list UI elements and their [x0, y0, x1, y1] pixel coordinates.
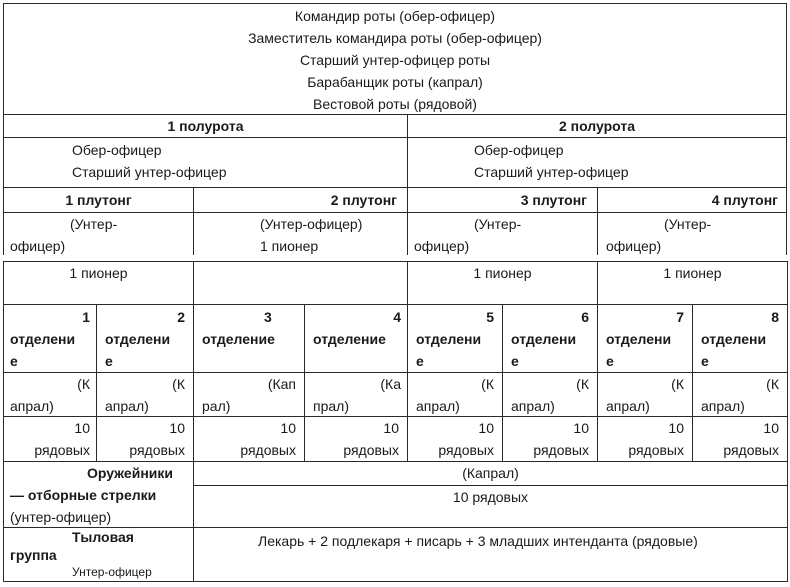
privates-count: 10: [763, 420, 779, 436]
staff-line: Обер-офицер: [72, 142, 162, 158]
section-number: 8: [771, 309, 779, 325]
header-line: Заместитель командира роты (обер-офицер): [248, 30, 542, 46]
corporal-text: (К: [766, 376, 779, 392]
platoon-3-pioneer: [407, 261, 598, 305]
section-label-wrap: е: [606, 353, 614, 369]
half-company-2-staff: [407, 137, 787, 188]
gunsmiths-subtitle: — отборные стрелки: [10, 487, 157, 503]
privates-count: 10: [478, 420, 494, 436]
rear-group-composition-cell: [193, 527, 788, 582]
corporal-text: (К: [671, 376, 684, 392]
section-3-corporal: [193, 372, 305, 417]
section-label-wrap: е: [105, 353, 113, 369]
platoon-1-nco: [3, 212, 194, 255]
platoon-2-nco: [193, 212, 408, 255]
section-7-privates: [597, 416, 693, 462]
section-6-header: [502, 304, 598, 373]
section-number: 4: [393, 309, 401, 325]
privates-label: рядовых: [723, 442, 779, 458]
corporal-text: (Ка: [380, 376, 401, 392]
nco-line: (Унтер-: [664, 216, 712, 232]
nco-line: (Унтер-офицер): [260, 216, 363, 232]
section-label: отделение: [313, 331, 386, 347]
header-line: Старший унтер-офицер роты: [299, 52, 491, 68]
pioneer-line: 1 пионер: [260, 238, 319, 254]
section-label: отделени: [701, 331, 767, 347]
platoon-4-pioneer: [597, 261, 788, 305]
platoon-4-nco: [597, 212, 787, 255]
gunsmiths-corporal: (Капрал): [462, 465, 519, 481]
nco-line: (Унтер-: [474, 216, 522, 232]
section-3-privates: [193, 416, 305, 462]
privates-count: 10: [169, 420, 185, 436]
rear-group-composition: Лекарь + 2 подлекаря + писарь + 3 младших интенданта (рядовые): [258, 533, 698, 549]
half-company-1-title: [3, 114, 408, 138]
gunsmiths-privates-cell: [193, 485, 788, 528]
platoon-1-pioneer: [3, 261, 194, 305]
privates-count: 10: [668, 420, 684, 436]
half-company-title-text: 2 полурота: [558, 118, 636, 134]
corporal-text: рал): [202, 398, 231, 414]
privates-label: рядовых: [628, 442, 684, 458]
section-number: 3: [264, 309, 272, 325]
nco-line: офицер): [10, 238, 66, 254]
half-company-1-staff: [3, 137, 408, 188]
section-2-privates: [96, 416, 194, 462]
privates-label: рядовых: [129, 442, 185, 458]
privates-count: 10: [573, 420, 589, 436]
privates-label: рядовых: [343, 442, 399, 458]
half-company-2-title: [407, 114, 787, 138]
section-label: отделени: [511, 331, 577, 347]
section-3-header: [193, 304, 305, 373]
gunsmiths-privates: 10 рядовых: [452, 489, 529, 505]
section-1-header: [3, 304, 97, 373]
section-label: отделени: [10, 331, 76, 347]
platoon-2-pioneer: [193, 261, 408, 305]
section-5-corporal: [407, 372, 503, 417]
platoon-title-text: 1 плутонг: [65, 192, 132, 208]
section-1-corporal: [3, 372, 97, 417]
section-label-wrap: е: [511, 353, 519, 369]
privates-count: 10: [74, 420, 90, 436]
corporal-text: (К: [77, 376, 90, 392]
staff-line: Обер-офицер: [474, 142, 564, 158]
pioneer-text: 1 пионер: [473, 265, 532, 281]
platoon-title-text: 4 плутонг: [711, 192, 778, 208]
corporal-text: апрал): [10, 398, 54, 414]
section-7-header: [597, 304, 693, 373]
corporal-text: апрал): [416, 398, 460, 414]
section-4-privates: [304, 416, 408, 462]
nco-line: офицер): [414, 238, 470, 254]
section-8-header: [692, 304, 788, 373]
platoon-3-nco: [407, 212, 598, 255]
section-2-corporal: [96, 372, 194, 417]
section-6-privates: [502, 416, 598, 462]
staff-line: Старший унтер-офицер: [474, 164, 629, 180]
gunsmiths-rank: (унтер-офицер): [10, 509, 112, 525]
platoon-title-text: 3 плутонг: [520, 192, 587, 208]
section-label: отделени: [416, 331, 482, 347]
corporal-text: (К: [172, 376, 185, 392]
section-8-corporal: [692, 372, 788, 417]
section-number: 6: [581, 309, 589, 325]
section-number: 2: [177, 309, 185, 325]
section-1-privates: [3, 416, 97, 462]
header-line: Барабанщик роты (капрал): [307, 74, 483, 90]
section-number: 7: [676, 309, 684, 325]
corporal-text: апрал): [511, 398, 555, 414]
rear-group-rank: Унтер-офицер: [72, 565, 152, 579]
platoon-2-title: [193, 187, 408, 213]
privates-count: 10: [280, 420, 296, 436]
rear-group-title: Тыловая: [72, 529, 134, 545]
section-label: отделени: [606, 331, 672, 347]
corporal-text: апрал): [606, 398, 650, 414]
platoon-4-title: [597, 187, 787, 213]
nco-line: офицер): [606, 238, 662, 254]
header-line: Командир роты (обер-офицер): [294, 8, 496, 24]
section-2-header: [96, 304, 194, 373]
section-5-privates: [407, 416, 503, 462]
section-label-wrap: е: [416, 353, 424, 369]
section-label-wrap: е: [10, 353, 18, 369]
gunsmiths-label-cell: [3, 461, 194, 528]
gunsmiths-corporal-cell: [193, 461, 788, 486]
section-4-corporal: [304, 372, 408, 417]
section-label: отделени: [105, 331, 171, 347]
gunsmiths-title: Оружейники: [86, 465, 173, 481]
section-7-corporal: [597, 372, 693, 417]
privates-label: рядовых: [34, 442, 90, 458]
corporal-text: апрал): [105, 398, 149, 414]
header-line: Вестовой роты (рядовой): [313, 96, 477, 112]
section-number: 5: [486, 309, 494, 325]
section-4-header: [304, 304, 408, 373]
section-label-wrap: е: [701, 353, 709, 369]
corporal-text: прал): [313, 398, 349, 414]
corporal-text: (Кап: [267, 376, 296, 392]
rear-group-label-cell: [3, 527, 194, 582]
privates-count: 10: [383, 420, 399, 436]
pioneer-text: 1 пионер: [69, 265, 128, 281]
staff-line: Старший унтер-офицер: [72, 164, 227, 180]
corporal-text: апрал): [701, 398, 745, 414]
corporal-text: (К: [576, 376, 589, 392]
section-number: 1: [82, 309, 90, 325]
section-label: отделение: [202, 331, 275, 347]
half-company-title-text: 1 полурота: [167, 118, 244, 134]
platoon-3-title: [407, 187, 598, 213]
privates-label: рядовых: [240, 442, 296, 458]
corporal-text: (К: [481, 376, 494, 392]
section-8-privates: [692, 416, 788, 462]
section-6-corporal: [502, 372, 598, 417]
rear-group-subtitle: группа: [10, 547, 57, 563]
platoon-title-text: 2 плутонг: [330, 192, 397, 208]
platoon-1-title: [3, 187, 194, 213]
privates-label: рядовых: [533, 442, 589, 458]
privates-label: рядовых: [438, 442, 494, 458]
company-header-cell: [3, 3, 787, 115]
section-5-header: [407, 304, 503, 373]
nco-line: (Унтер-: [70, 216, 118, 232]
pioneer-text: 1 пионер: [663, 265, 722, 281]
